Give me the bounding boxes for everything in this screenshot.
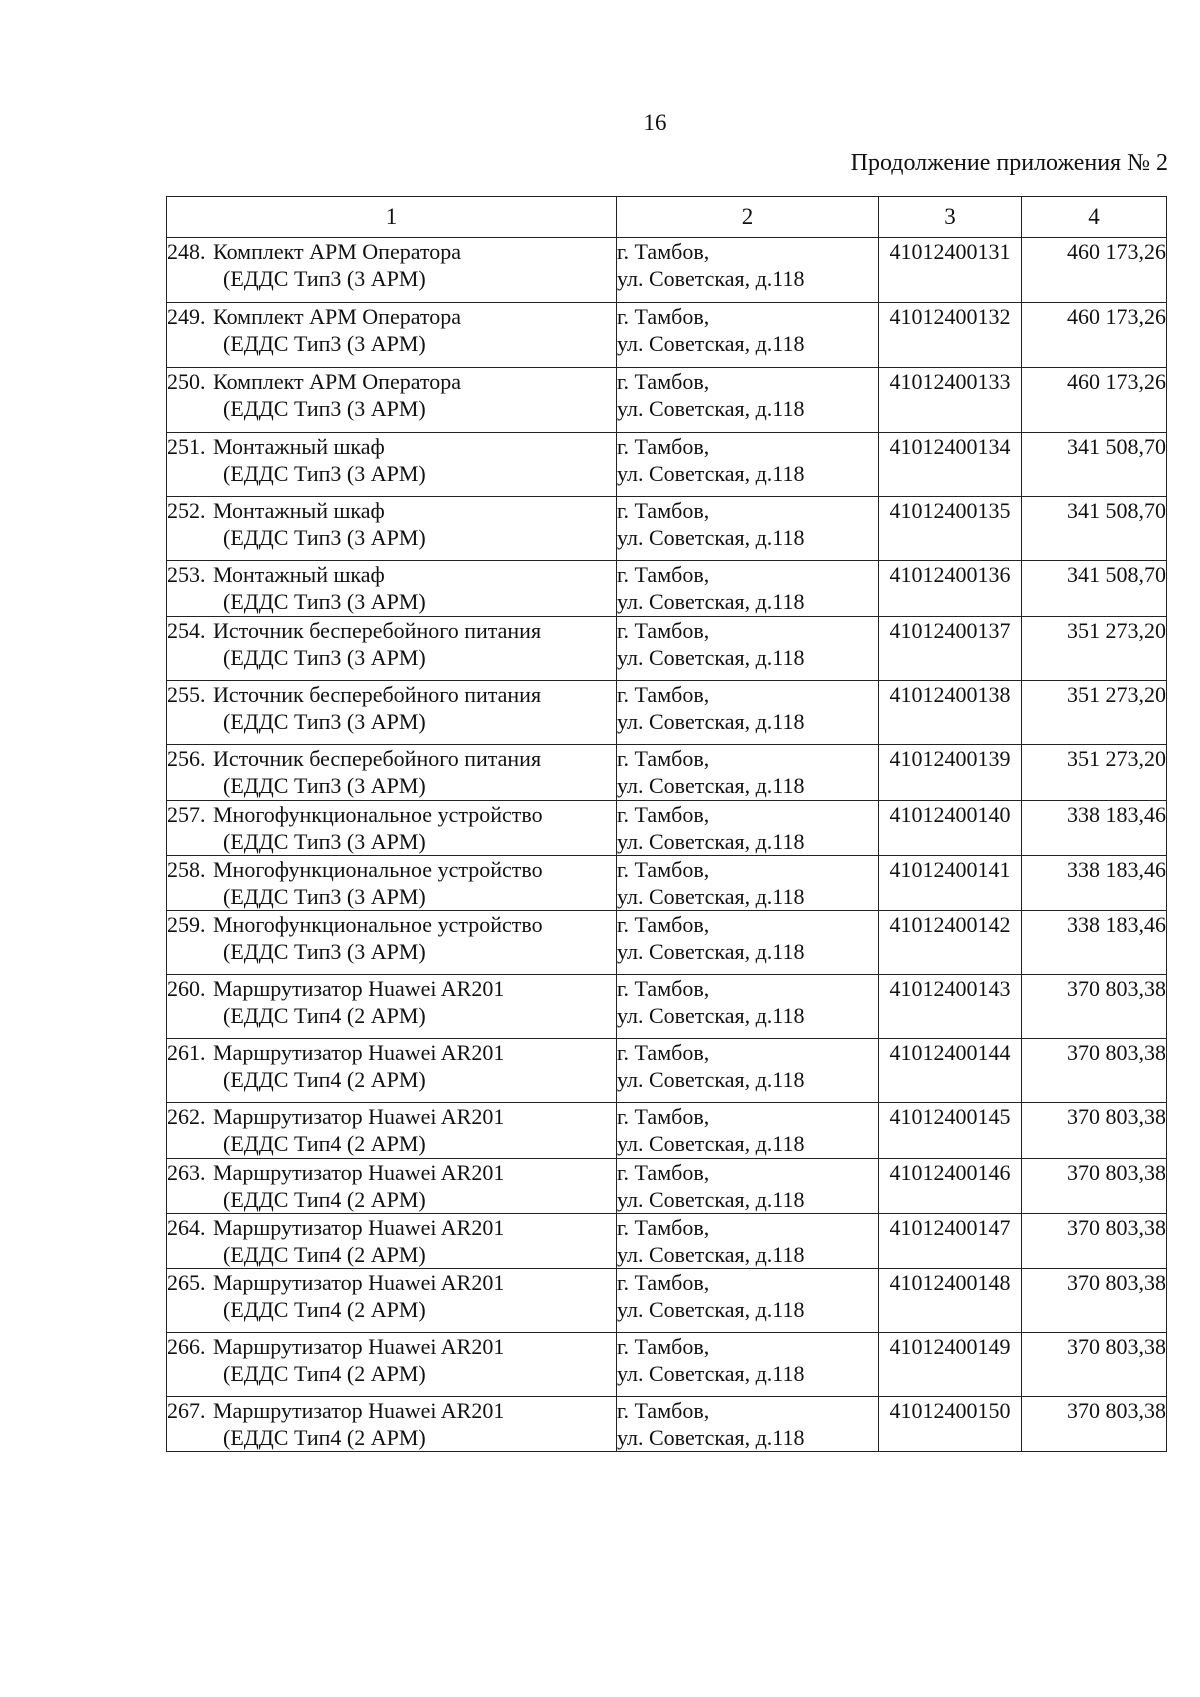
address-city: г. Тамбов, xyxy=(617,746,710,771)
table-body xyxy=(167,238,1167,1452)
address-cell xyxy=(617,801,879,856)
inventory-code-cell: 41012400144 xyxy=(879,1039,1022,1103)
address-street: ул. Советская, д.118 xyxy=(617,1187,805,1212)
inventory-code-cell: 41012400131 xyxy=(879,238,1022,303)
inventory-code-cell: 41012400141 xyxy=(879,856,1022,911)
inventory-code-cell: 41012400146 xyxy=(879,1159,1022,1214)
address-cell xyxy=(617,911,879,975)
cost-cell: 370 803,38 xyxy=(1022,1333,1167,1397)
address-street: ул. Советская, д.118 xyxy=(617,709,805,734)
table-row xyxy=(167,1269,1167,1333)
item-name-cell xyxy=(167,1269,617,1333)
address-street: ул. Советская, д.118 xyxy=(617,773,805,798)
item-type: (ЕДДС Тип4 (2 АРМ) xyxy=(223,1425,426,1450)
item-number: 251. xyxy=(167,434,206,459)
item-type: (ЕДДС Тип3 (3 АРМ) xyxy=(223,589,426,614)
item-name-cell xyxy=(167,617,617,681)
item-name: Монтажный шкаф xyxy=(213,434,385,459)
address-cell xyxy=(617,1159,879,1214)
table-row xyxy=(167,1103,1167,1159)
table-row xyxy=(167,238,1167,303)
item-name: Комплект АРМ Оператора xyxy=(213,239,462,264)
item-name-cell xyxy=(167,1103,617,1159)
item-number: 255. xyxy=(167,682,206,707)
inventory-code-cell: 41012400135 xyxy=(879,497,1022,561)
item-type: (ЕДДС Тип3 (3 АРМ) xyxy=(223,331,426,356)
address-city: г. Тамбов, xyxy=(617,976,710,1001)
item-type: (ЕДДС Тип4 (2 АРМ) xyxy=(223,1067,426,1092)
address-cell xyxy=(617,681,879,745)
address-street: ул. Советская, д.118 xyxy=(617,939,805,964)
table-row xyxy=(167,303,1167,368)
item-number: 265. xyxy=(167,1270,206,1295)
address-street: ул. Советская, д.118 xyxy=(617,461,805,486)
inventory-code-cell: 41012400145 xyxy=(879,1103,1022,1159)
item-name-cell xyxy=(167,497,617,561)
address-cell xyxy=(617,303,879,368)
item-name-cell xyxy=(167,1159,617,1214)
table-row xyxy=(167,617,1167,681)
inventory-code-cell: 41012400147 xyxy=(879,1214,1022,1269)
item-number: 261. xyxy=(167,1040,206,1065)
table-row xyxy=(167,1333,1167,1397)
cost-cell: 338 183,46 xyxy=(1022,911,1167,975)
column-header: 2 xyxy=(617,197,879,238)
address-street: ул. Советская, д.118 xyxy=(617,1067,805,1092)
item-name-cell xyxy=(167,801,617,856)
header-row xyxy=(167,197,1167,238)
address-cell xyxy=(617,497,879,561)
item-name-cell xyxy=(167,856,617,911)
item-number: 262. xyxy=(167,1104,206,1129)
item-type: (ЕДДС Тип4 (2 АРМ) xyxy=(223,1003,426,1028)
address-city: г. Тамбов, xyxy=(617,239,710,264)
cost-cell: 370 803,38 xyxy=(1022,1269,1167,1333)
item-name: Маршрутизатор Huawei AR201 xyxy=(213,1160,505,1185)
cost-cell: 341 508,70 xyxy=(1022,561,1167,617)
item-name-cell xyxy=(167,433,617,497)
address-street: ул. Советская, д.118 xyxy=(617,589,805,614)
address-cell xyxy=(617,561,879,617)
address-city: г. Тамбов, xyxy=(617,1398,710,1423)
item-type: (ЕДДС Тип3 (3 АРМ) xyxy=(223,884,426,909)
column-header: 4 xyxy=(1022,197,1167,238)
item-name: Комплект АРМ Оператора xyxy=(213,304,462,329)
column-header: 1 xyxy=(167,197,617,238)
cost-cell: 370 803,38 xyxy=(1022,1039,1167,1103)
item-number: 258. xyxy=(167,857,206,882)
item-number: 253. xyxy=(167,562,206,587)
address-cell xyxy=(617,1103,879,1159)
item-type: (ЕДДС Тип4 (2 АРМ) xyxy=(223,1361,426,1386)
address-cell xyxy=(617,975,879,1039)
item-name-cell xyxy=(167,1397,617,1452)
item-number: 248. xyxy=(167,239,206,264)
table-row xyxy=(167,433,1167,497)
item-type: (ЕДДС Тип4 (2 АРМ) xyxy=(223,1297,426,1322)
address-city: г. Тамбов, xyxy=(617,498,710,523)
table-row xyxy=(167,1397,1167,1452)
item-name-cell xyxy=(167,681,617,745)
table-row xyxy=(167,1214,1167,1269)
table-row xyxy=(167,856,1167,911)
item-number: 257. xyxy=(167,802,206,827)
address-street: ул. Советская, д.118 xyxy=(617,266,805,291)
item-name: Маршрутизатор Huawei AR201 xyxy=(213,1104,505,1129)
inventory-code-cell: 41012400133 xyxy=(879,368,1022,433)
item-name: Маршрутизатор Huawei AR201 xyxy=(213,1334,505,1359)
item-name: Источник бесперебойного питания xyxy=(213,682,542,707)
item-type: (ЕДДС Тип3 (3 АРМ) xyxy=(223,266,426,291)
item-name: Многофункциональное устройство xyxy=(213,802,543,827)
cost-cell: 370 803,38 xyxy=(1022,1103,1167,1159)
address-city: г. Тамбов, xyxy=(617,562,710,587)
address-cell xyxy=(617,1214,879,1269)
address-street: ул. Советская, д.118 xyxy=(617,884,805,909)
address-city: г. Тамбов, xyxy=(617,802,710,827)
table-row xyxy=(167,681,1167,745)
table-row xyxy=(167,1159,1167,1214)
item-name: Источник бесперебойного питания xyxy=(213,618,542,643)
item-name: Источник бесперебойного питания xyxy=(213,746,542,771)
cost-cell: 370 803,38 xyxy=(1022,975,1167,1039)
item-type: (ЕДДС Тип3 (3 АРМ) xyxy=(223,525,426,550)
address-cell xyxy=(617,368,879,433)
item-name: Комплект АРМ Оператора xyxy=(213,369,462,394)
page-number xyxy=(0,110,1200,136)
address-city: г. Тамбов, xyxy=(617,912,710,937)
item-type: (ЕДДС Тип4 (2 АРМ) xyxy=(223,1131,426,1156)
table-row xyxy=(167,745,1167,801)
address-street: ул. Советская, д.118 xyxy=(617,645,805,670)
item-number: 250. xyxy=(167,369,206,394)
item-name-cell xyxy=(167,561,617,617)
inventory-code-cell: 41012400132 xyxy=(879,303,1022,368)
item-type: (ЕДДС Тип3 (3 АРМ) xyxy=(223,396,426,421)
item-number: 256. xyxy=(167,746,206,771)
inventory-code-cell: 41012400136 xyxy=(879,561,1022,617)
cost-cell: 370 803,38 xyxy=(1022,1159,1167,1214)
address-street: ул. Советская, д.118 xyxy=(617,331,805,356)
item-name-cell xyxy=(167,745,617,801)
address-street: ул. Советская, д.118 xyxy=(617,1242,805,1267)
cost-cell: 370 803,38 xyxy=(1022,1214,1167,1269)
item-number: 260. xyxy=(167,976,206,1001)
inventory-code-cell: 41012400134 xyxy=(879,433,1022,497)
table-row xyxy=(167,497,1167,561)
item-type: (ЕДДС Тип3 (3 АРМ) xyxy=(223,709,426,734)
cost-cell: 370 803,38 xyxy=(1022,1397,1167,1452)
address-cell xyxy=(617,433,879,497)
item-name-cell xyxy=(167,975,617,1039)
address-city: г. Тамбов, xyxy=(617,1040,710,1065)
address-city: г. Тамбов, xyxy=(617,1334,710,1359)
address-city: г. Тамбов, xyxy=(617,434,710,459)
item-number: 266. xyxy=(167,1334,206,1359)
cost-cell: 351 273,20 xyxy=(1022,745,1167,801)
address-street: ул. Советская, д.118 xyxy=(617,829,805,854)
item-name-cell xyxy=(167,1333,617,1397)
address-city: г. Тамбов, xyxy=(617,618,710,643)
item-number: 254. xyxy=(167,618,206,643)
table-row xyxy=(167,911,1167,975)
inventory-code-cell: 41012400143 xyxy=(879,975,1022,1039)
table-header xyxy=(167,197,1167,238)
address-street: ул. Советская, д.118 xyxy=(617,1425,805,1450)
item-type: (ЕДДС Тип3 (3 АРМ) xyxy=(223,645,426,670)
item-type: (ЕДДС Тип4 (2 АРМ) xyxy=(223,1187,426,1212)
inventory-code-cell: 41012400139 xyxy=(879,745,1022,801)
table-row xyxy=(167,801,1167,856)
table-row xyxy=(167,561,1167,617)
address-cell xyxy=(617,1269,879,1333)
address-city: г. Тамбов, xyxy=(617,1160,710,1185)
address-street: ул. Советская, д.118 xyxy=(617,525,805,550)
item-name: Многофункциональное устройство xyxy=(213,857,543,882)
item-number: 259. xyxy=(167,912,206,937)
cost-cell: 341 508,70 xyxy=(1022,433,1167,497)
inventory-code-cell: 41012400150 xyxy=(879,1397,1022,1452)
cost-cell: 351 273,20 xyxy=(1022,681,1167,745)
item-type: (ЕДДС Тип3 (3 АРМ) xyxy=(223,939,426,964)
address-city: г. Тамбов, xyxy=(617,304,710,329)
item-name-cell xyxy=(167,1214,617,1269)
address-cell xyxy=(617,745,879,801)
cost-cell: 338 183,46 xyxy=(1022,856,1167,911)
item-name: Монтажный шкаф xyxy=(213,498,385,523)
address-city: г. Тамбов, xyxy=(617,857,710,882)
address-city: г. Тамбов, xyxy=(617,682,710,707)
address-city: г. Тамбов, xyxy=(617,1215,710,1240)
address-city: г. Тамбов, xyxy=(617,369,710,394)
inventory-code-cell: 41012400148 xyxy=(879,1269,1022,1333)
inventory-code-cell: 41012400142 xyxy=(879,911,1022,975)
item-type: (ЕДДС Тип3 (3 АРМ) xyxy=(223,829,426,854)
item-type: (ЕДДС Тип4 (2 АРМ) xyxy=(223,1242,426,1267)
item-type: (ЕДДС Тип3 (3 АРМ) xyxy=(223,461,426,486)
item-name-cell xyxy=(167,911,617,975)
table-row xyxy=(167,975,1167,1039)
item-number: 249. xyxy=(167,304,206,329)
table-row xyxy=(167,368,1167,433)
address-street: ул. Советская, д.118 xyxy=(617,396,805,421)
address-cell xyxy=(617,1333,879,1397)
inventory-table xyxy=(166,196,1167,1452)
address-cell xyxy=(617,238,879,303)
item-name: Маршрутизатор Huawei AR201 xyxy=(213,1270,505,1295)
address-cell xyxy=(617,856,879,911)
cost-cell: 351 273,20 xyxy=(1022,617,1167,681)
address-street: ул. Советская, д.118 xyxy=(617,1131,805,1156)
item-name-cell xyxy=(167,1039,617,1103)
item-type: (ЕДДС Тип3 (3 АРМ) xyxy=(223,773,426,798)
cost-cell: 460 173,26 xyxy=(1022,238,1167,303)
inventory-code-cell: 41012400149 xyxy=(879,1333,1022,1397)
cost-cell: 341 508,70 xyxy=(1022,497,1167,561)
item-name: Маршрутизатор Huawei AR201 xyxy=(213,1215,505,1240)
address-street: ул. Советская, д.118 xyxy=(617,1361,805,1386)
item-number: 264. xyxy=(167,1215,206,1240)
address-street: ул. Советская, д.118 xyxy=(617,1297,805,1322)
item-name: Маршрутизатор Huawei AR201 xyxy=(213,976,505,1001)
inventory-code-cell: 41012400138 xyxy=(879,681,1022,745)
item-name: Монтажный шкаф xyxy=(213,562,385,587)
page-number-text: 16 xyxy=(643,110,667,135)
cost-cell: 338 183,46 xyxy=(1022,801,1167,856)
column-header: 3 xyxy=(879,197,1022,238)
address-cell xyxy=(617,1039,879,1103)
address-city: г. Тамбов, xyxy=(617,1270,710,1295)
item-name: Многофункциональное устройство xyxy=(213,912,543,937)
table-row xyxy=(167,1039,1167,1103)
address-cell xyxy=(617,617,879,681)
item-name-cell xyxy=(167,368,617,433)
appendix-continuation-note: Продолжение приложения № 2 xyxy=(850,150,1168,176)
item-name: Маршрутизатор Huawei AR201 xyxy=(213,1398,505,1423)
item-name: Маршрутизатор Huawei AR201 xyxy=(213,1040,505,1065)
item-name-cell xyxy=(167,303,617,368)
address-street: ул. Советская, д.118 xyxy=(617,1003,805,1028)
item-name-cell xyxy=(167,238,617,303)
item-number: 252. xyxy=(167,498,206,523)
item-number: 263. xyxy=(167,1160,206,1185)
inventory-code-cell: 41012400137 xyxy=(879,617,1022,681)
inventory-code-cell: 41012400140 xyxy=(879,801,1022,856)
address-city: г. Тамбов, xyxy=(617,1104,710,1129)
cost-cell: 460 173,26 xyxy=(1022,368,1167,433)
item-number: 267. xyxy=(167,1398,206,1423)
address-cell xyxy=(617,1397,879,1452)
cost-cell: 460 173,26 xyxy=(1022,303,1167,368)
